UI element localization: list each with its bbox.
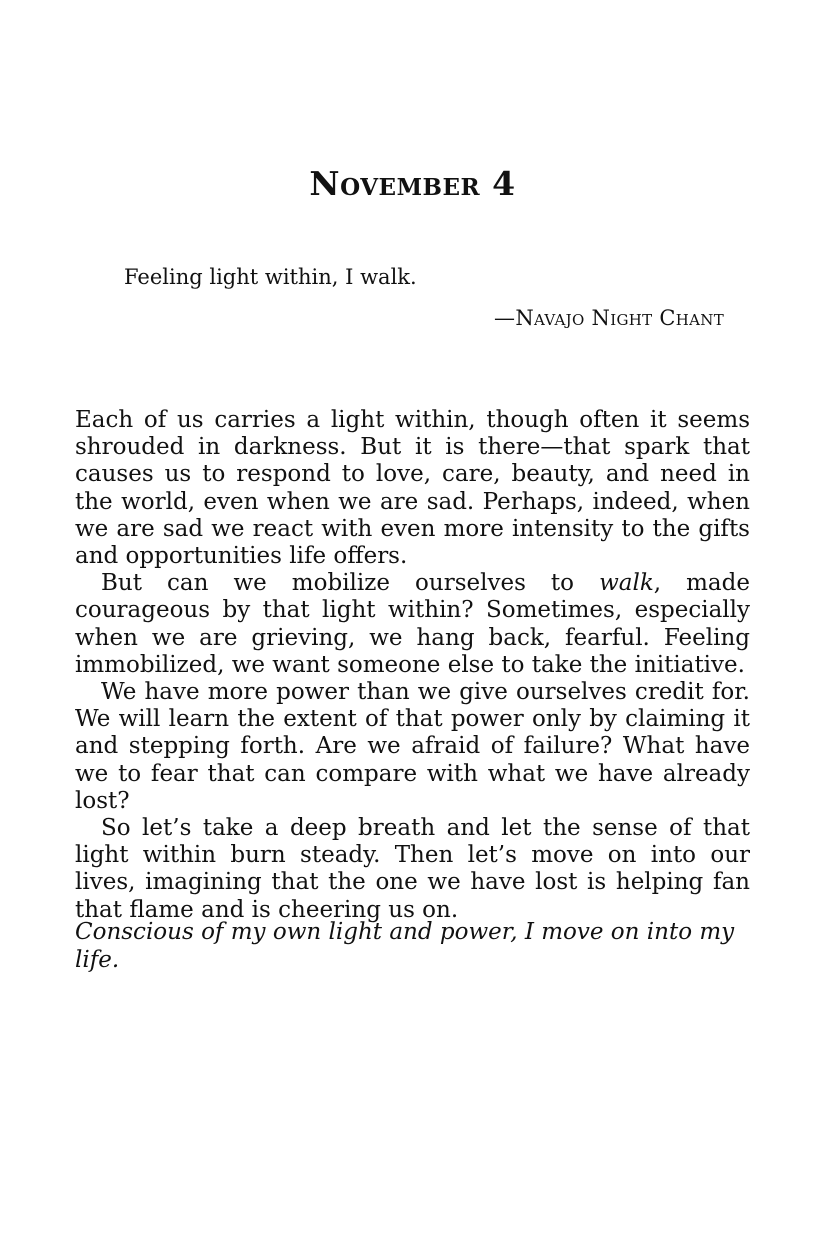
paragraph-2-end: , made courageous by that light within? Sometimes, especially when we are grieving, we hang back, fearful. Feeling immobilized, we want someone else to take the initiative. [75,570,750,678]
paragraph-4: So let’s take a deep breath and let the sense of that light within burn steady. Then let’s move on into our lives, imagining that the one we have lost is helping fan that flame and is cheering us on. [75,815,750,923]
paragraph-3: We have more power than we give ourselves credit for. We will learn the extent of that power only by claiming it and stepping forth. Are we afraid of failure? What have we to fear that can compare with what we have already lost? [75,679,750,814]
body-text [75,407,750,924]
paragraph-2 [75,570,750,679]
page-title: November 4 [309,164,516,203]
epigraph-quote: Feeling light within, I walk. [124,265,417,289]
paragraph-2-start: But can we mobilize ourselves to [101,570,600,597]
paragraph-1: Each of us carries a light within, though often it seems shrouded in darkness. But it is there—that spark that causes us to respond to love, care, beauty, and need in the world, even when we are sad. Perhaps, indeed, when we are sad we react with even more intensity to the gifts and opportunities life offers. [75,407,750,570]
closing-affirmation: Conscious of my own light and power, I move on into my life. [75,919,735,973]
paragraph-2-emphasis: walk [599,570,654,597]
epigraph-attribution: —Navajo Night Chant [494,306,724,330]
